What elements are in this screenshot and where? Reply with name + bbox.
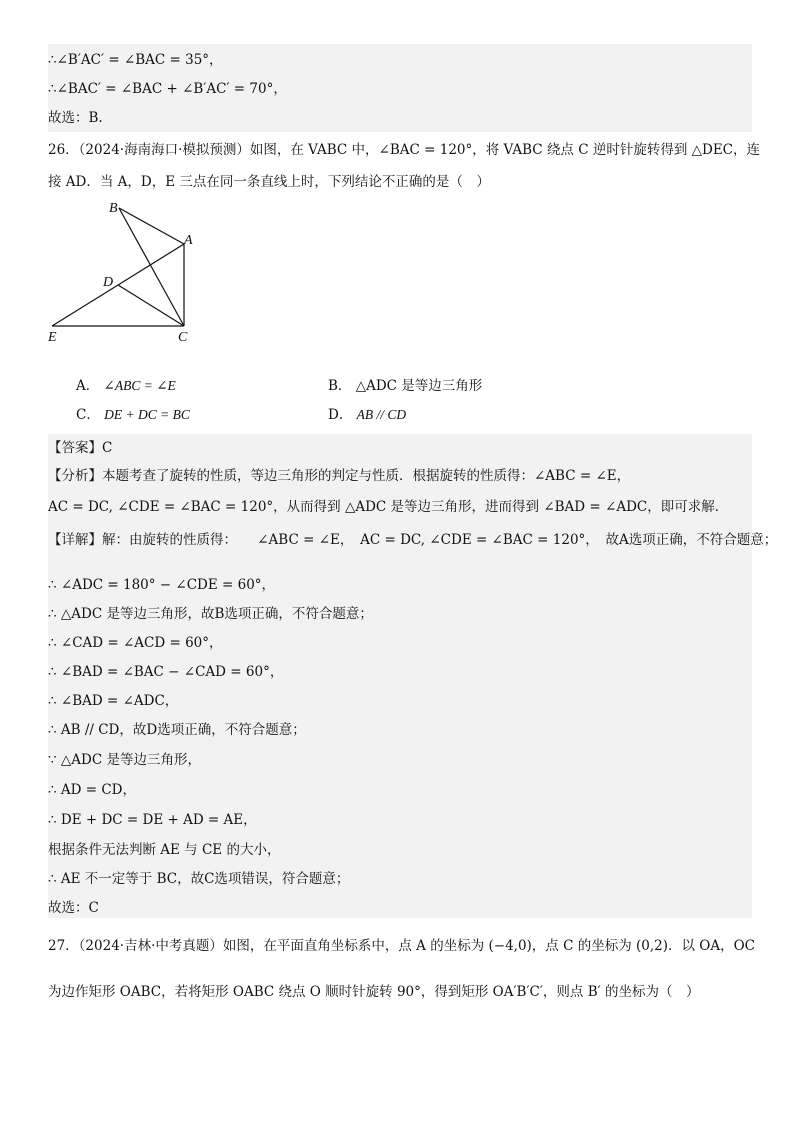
option-D-label: D． (328, 407, 353, 423)
option-D-text: AB // CD (356, 407, 407, 422)
q26-step-1: ∴ ∠ADC = 180° − ∠CDE = 60°， (48, 577, 276, 593)
option-A-text: ∠ABC = ∠E (103, 378, 176, 393)
q26-step-7: ∵ △ADC 是等边三角形， (48, 752, 201, 768)
q26-step-2: ∴ △ADC 是等边三角形，故B选项正确，不符合题意； (48, 606, 373, 622)
q26-step-5: ∴ ∠BAD = ∠ADC， (48, 693, 179, 709)
option-C-label: C． (76, 407, 100, 423)
label-A: A (184, 233, 193, 248)
q26-stem-line-1: 26．（2024·海南海口·模拟预测）如图，在 VABC 中，∠BAC = 120°，将 VABC 绕点 C 逆时针旋转得到 △DEC，连 (48, 142, 761, 158)
q26-detail-line-1: 【详解】解：由旋转的性质得： ∠ABC = ∠E， AC = DC, ∠CDE = ∠BAC = 120°， 故A选项正确，不符合题意； (48, 532, 778, 548)
segment-DC (118, 285, 184, 326)
prev-solution-line-2: ∴∠BAC′ = ∠BAC + ∠B′AC′ = 70°， (48, 81, 287, 97)
q27-stem-line-2: 为边作矩形 OABC，若将矩形 OABC 绕点 O 顺时针旋转 90°，得到矩形 OA′B′C′，则点 B′ 的坐标为（ ） (48, 984, 700, 1000)
label-D: D (103, 275, 114, 290)
option-A (76, 376, 176, 396)
label-B: B (109, 201, 118, 216)
q26-step-12: 故选：C (48, 900, 99, 916)
label-C: C (178, 330, 188, 345)
option-C (76, 405, 190, 425)
q26-step-4: ∴ ∠BAD = ∠BAC − ∠CAD = 60°， (48, 664, 284, 680)
option-B-label: B． (328, 378, 352, 394)
option-C-text: DE + DC = BC (104, 407, 190, 422)
prev-solution-line-1: ∴∠B′AC′ = ∠BAC = 35°， (48, 52, 223, 68)
option-B-text: △ADC 是等边三角形 (355, 378, 483, 394)
label-E: E (48, 330, 57, 345)
prev-solution-answer: 故选：B. (48, 110, 103, 126)
q26-analysis-line-2: AC = DC, ∠CDE = ∠BAC = 120°，从而得到 △ADC 是等边三角形，进而得到 ∠BAD = ∠ADC，即可求解． (48, 499, 729, 515)
q26-step-6: ∴ AB // CD，故D选项正确，不符合题意； (48, 722, 306, 738)
q26-step-3: ∴ ∠CAD = ∠ACD = 60°， (48, 635, 223, 651)
q26-step-8: ∴ AD = CD， (48, 782, 137, 798)
q26-stem-line-2: 接 AD．当 A，D，E 三点在同一条直线上时，下列结论不正确的是（ ） (48, 174, 490, 190)
q27-stem-line-1: 27．（2024·吉林·中考真题）如图，在平面直角坐标系中，点 A 的坐标为 (−4,0)，点 C 的坐标为 (0,2)．以 OA，OC (48, 938, 756, 954)
option-A-label: A． (76, 378, 100, 394)
option-B (328, 376, 482, 396)
q26-step-9: ∴ DE + DC = DE + AD = AE， (48, 812, 257, 828)
q26-step-11: ∴ AE 不一定等于 BC，故C选项错误，符合题意； (48, 871, 350, 887)
q26-step-10: 根据条件无法判断 AE 与 CE 的大小， (48, 842, 281, 858)
q26-geometry-figure (44, 198, 204, 348)
q26-analysis-line-1: 【分析】本题考查了旋转的性质，等边三角形的判定与性质．根据旋转的性质得：∠ABC = ∠E， (48, 468, 631, 484)
option-D (328, 405, 406, 425)
q26-answer: 【答案】C (48, 440, 113, 456)
